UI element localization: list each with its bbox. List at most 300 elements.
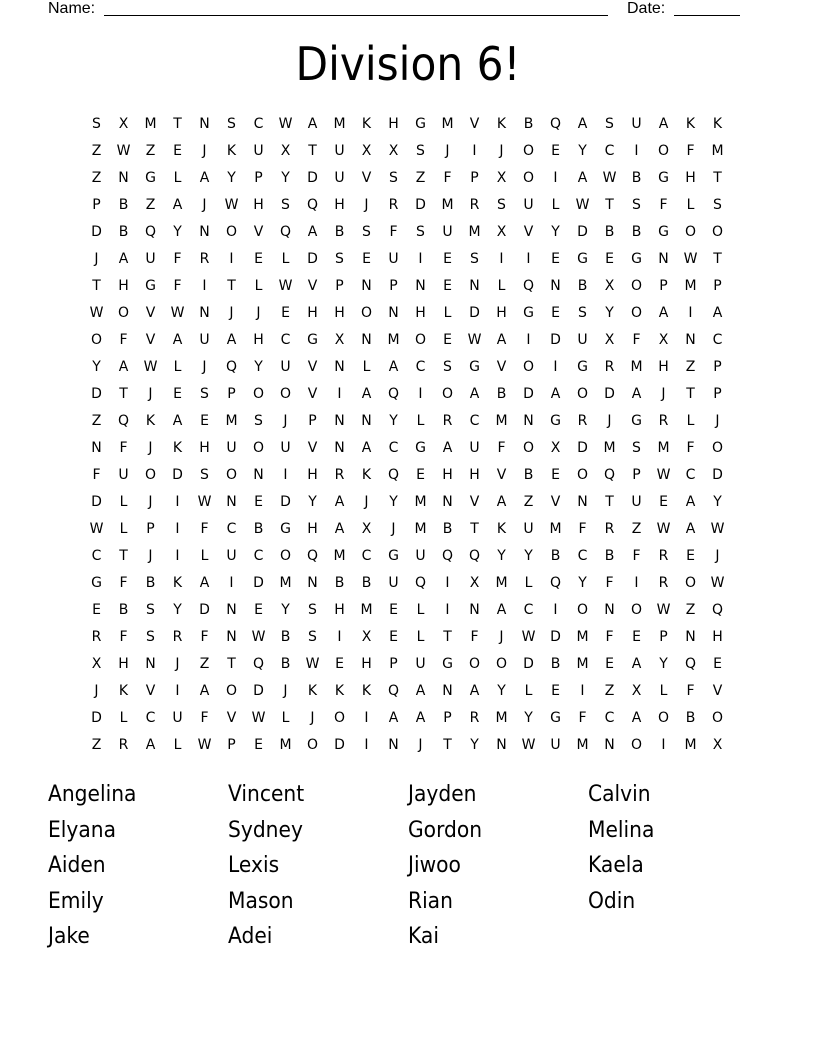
grid-letter: U [172, 710, 183, 726]
grid-letter: G [550, 413, 561, 429]
grid-letter: R [469, 710, 480, 726]
grid-letter: M [333, 548, 346, 564]
grid-letter: H [118, 278, 129, 294]
grid-letter: E [254, 251, 263, 267]
grid-letter: Y [227, 170, 236, 186]
grid-row [83, 599, 731, 626]
grid-letter: A [199, 575, 210, 591]
grid-letter: B [577, 278, 588, 294]
grid-letter: Y [659, 656, 668, 672]
word-list [48, 780, 768, 958]
grid-letter: B [118, 602, 129, 618]
grid-letter: N [550, 278, 561, 294]
grid-letter: Y [254, 359, 263, 375]
grid-letter: P [308, 413, 317, 429]
word-list-item: Aiden [48, 853, 106, 878]
grid-letter: C [712, 332, 723, 348]
grid-letter: R [469, 197, 480, 213]
grid-letter: V [145, 683, 156, 699]
grid-letter: T [470, 521, 479, 537]
grid-letter: W [656, 521, 671, 537]
grid-letter: J [202, 359, 207, 375]
grid-letter: U [523, 197, 534, 213]
grid-letter: A [442, 440, 453, 456]
grid-letter: N [388, 737, 399, 753]
grid-letter: A [415, 683, 426, 699]
grid-letter: V [145, 332, 156, 348]
grid-letter: C [469, 413, 480, 429]
grid-letter: R [442, 413, 453, 429]
grid-letter: I [661, 737, 666, 753]
grid-letter: G [307, 332, 318, 348]
grid-letter: G [577, 251, 588, 267]
grid-letter: H [199, 440, 210, 456]
grid-letter: K [496, 116, 507, 132]
grid-row [83, 410, 731, 437]
grid-letter: U [253, 143, 264, 159]
grid-letter: V [145, 305, 156, 321]
grid-letter: V [253, 224, 264, 240]
grid-letter: Q [387, 683, 400, 699]
grid-letter: E [443, 278, 452, 294]
grid-letter: K [496, 521, 507, 537]
grid-letter: B [253, 521, 264, 537]
grid-letter: B [334, 224, 345, 240]
grid-letter: U [415, 656, 426, 672]
grid-letter: U [388, 575, 399, 591]
grid-letter: Q [549, 116, 562, 132]
grid-letter: R [658, 575, 669, 591]
grid-letter: K [361, 467, 372, 483]
grid-letter: R [658, 413, 669, 429]
grid-letter: O [306, 737, 319, 753]
grid-letter: Y [713, 494, 722, 510]
grid-letter: A [388, 710, 399, 726]
grid-letter: M [360, 602, 373, 618]
grid-letter: I [634, 575, 639, 591]
grid-letter: R [658, 548, 669, 564]
grid-letter: Y [524, 710, 533, 726]
grid-letter: I [418, 251, 423, 267]
grid-row [83, 140, 731, 167]
grid-letter: F [200, 521, 209, 537]
grid-letter: O [711, 710, 724, 726]
grid-letter: Z [604, 683, 615, 699]
grid-letter: A [469, 386, 480, 402]
grid-letter: O [522, 440, 535, 456]
grid-letter: N [469, 278, 480, 294]
grid-letter: A [469, 683, 480, 699]
grid-letter: D [712, 467, 723, 483]
grid-letter: D [523, 656, 534, 672]
grid-letter: X [388, 143, 399, 159]
grid-letter: P [659, 278, 668, 294]
grid-letter: O [117, 305, 130, 321]
grid-row [83, 464, 731, 491]
grid-letter: E [92, 602, 101, 618]
grid-letter: F [119, 575, 128, 591]
grid-letter: A [577, 116, 588, 132]
grid-letter: M [630, 359, 643, 375]
grid-row [83, 383, 731, 410]
grid-letter: L [524, 575, 533, 591]
grid-letter: W [143, 359, 158, 375]
grid-letter: O [684, 575, 697, 591]
grid-letter: F [632, 332, 641, 348]
grid-letter: L [119, 494, 128, 510]
grid-letter: C [280, 332, 291, 348]
grid-letter: B [550, 656, 561, 672]
grid-letter: T [119, 386, 128, 402]
grid-letter: G [577, 359, 588, 375]
grid-letter: N [361, 278, 372, 294]
grid-row [83, 491, 731, 518]
grid-letter: Y [524, 548, 533, 564]
grid-letter: N [604, 602, 615, 618]
grid-letter: B [523, 116, 534, 132]
grid-letter: O [414, 332, 427, 348]
grid-letter: Z [91, 737, 102, 753]
grid-letter: U [280, 440, 291, 456]
grid-letter: N [226, 602, 237, 618]
word-list-item: Jiwoo [408, 853, 461, 878]
grid-letter: X [604, 332, 615, 348]
grid-letter: F [119, 440, 128, 456]
grid-letter: H [469, 467, 480, 483]
grid-letter: J [202, 143, 207, 159]
grid-letter: W [197, 494, 212, 510]
grid-letter: Q [522, 278, 535, 294]
grid-letter: M [441, 197, 454, 213]
grid-letter: B [118, 224, 129, 240]
grid-row [83, 680, 731, 707]
name-blank-line [104, 15, 608, 16]
grid-letter: H [658, 359, 669, 375]
grid-letter: G [145, 278, 156, 294]
grid-letter: K [361, 116, 372, 132]
grid-letter: C [604, 710, 615, 726]
grid-letter: S [308, 602, 317, 618]
grid-letter: O [630, 278, 643, 294]
grid-letter: Y [578, 575, 587, 591]
grid-letter: M [441, 116, 454, 132]
grid-letter: V [307, 386, 318, 402]
grid-letter: Z [145, 197, 156, 213]
grid-row [83, 545, 731, 572]
grid-letter: J [391, 521, 396, 537]
word-list-item: Calvin [588, 782, 651, 807]
grid-letter: Q [279, 224, 292, 240]
grid-letter: S [497, 197, 506, 213]
grid-letter: F [200, 710, 209, 726]
grid-letter: L [281, 710, 290, 726]
grid-letter: G [523, 305, 534, 321]
grid-letter: V [307, 440, 318, 456]
grid-letter: Q [387, 467, 400, 483]
grid-letter: D [415, 197, 426, 213]
grid-letter: X [496, 224, 507, 240]
grid-letter: U [577, 332, 588, 348]
grid-letter: A [631, 386, 642, 402]
grid-letter: U [199, 332, 210, 348]
grid-letter: N [199, 224, 210, 240]
grid-letter: E [200, 413, 209, 429]
grid-letter: O [522, 359, 535, 375]
word-list-item: Jayden [408, 782, 477, 807]
grid-letter: A [307, 116, 318, 132]
grid-letter: J [364, 197, 369, 213]
grid-letter: G [145, 170, 156, 186]
grid-letter: S [146, 602, 155, 618]
grid-letter: N [253, 467, 264, 483]
grid-letter: M [684, 278, 697, 294]
grid-letter: X [550, 440, 561, 456]
grid-letter: B [280, 629, 291, 645]
grid-letter: J [715, 548, 720, 564]
grid-letter: N [145, 656, 156, 672]
grid-letter: S [308, 629, 317, 645]
grid-letter: X [361, 521, 372, 537]
grid-letter: U [469, 440, 480, 456]
grid-letter: Y [605, 305, 614, 321]
grid-letter: J [661, 386, 666, 402]
grid-letter: N [658, 251, 669, 267]
grid-letter: J [256, 305, 261, 321]
grid-letter: G [415, 116, 426, 132]
grid-letter: H [442, 467, 453, 483]
grid-letter: J [715, 413, 720, 429]
grid-letter: E [173, 143, 182, 159]
grid-row [83, 437, 731, 464]
grid-letter: Q [441, 548, 454, 564]
grid-letter: N [415, 278, 426, 294]
grid-letter: S [254, 413, 263, 429]
grid-letter: Q [306, 197, 319, 213]
grid-letter: X [361, 629, 372, 645]
grid-letter: G [550, 710, 561, 726]
grid-letter: S [713, 197, 722, 213]
grid-letter: D [199, 602, 210, 618]
grid-row [83, 707, 731, 734]
grid-letter: C [91, 548, 102, 564]
grid-letter: W [89, 521, 104, 537]
grid-letter: K [334, 683, 345, 699]
grid-letter: R [118, 737, 129, 753]
grid-letter: F [686, 440, 695, 456]
grid-letter: R [577, 413, 588, 429]
grid-letter: I [175, 521, 180, 537]
grid-letter: F [578, 710, 587, 726]
grid-letter: U [226, 440, 237, 456]
grid-letter: F [605, 629, 614, 645]
grid-letter: I [445, 575, 450, 591]
grid-letter: L [362, 359, 371, 375]
grid-letter: P [470, 170, 479, 186]
grid-letter: A [496, 602, 507, 618]
grid-letter: F [173, 251, 182, 267]
grid-letter: I [580, 683, 585, 699]
grid-letter: G [631, 251, 642, 267]
grid-letter: P [389, 656, 398, 672]
grid-letter: S [200, 467, 209, 483]
grid-letter: A [658, 305, 669, 321]
grid-letter: W [251, 629, 266, 645]
grid-letter: P [335, 278, 344, 294]
grid-letter: O [657, 710, 670, 726]
grid-letter: L [443, 305, 452, 321]
grid-letter: X [712, 737, 723, 753]
grid-letter: Q [387, 386, 400, 402]
grid-letter: M [387, 332, 400, 348]
grid-letter: Y [308, 494, 317, 510]
grid-letter: Y [389, 413, 398, 429]
grid-letter: S [605, 116, 614, 132]
grid-letter: E [362, 251, 371, 267]
grid-letter: I [472, 143, 477, 159]
grid-letter: D [172, 467, 183, 483]
grid-letter: Q [603, 467, 616, 483]
word-list-item: Lexis [228, 853, 280, 878]
grid-letter: O [576, 386, 589, 402]
grid-letter: L [281, 251, 290, 267]
grid-row [83, 356, 731, 383]
grid-letter: M [495, 710, 508, 726]
grid-letter: E [443, 332, 452, 348]
grid-letter: P [713, 386, 722, 402]
grid-letter: L [173, 359, 182, 375]
grid-letter: F [119, 332, 128, 348]
grid-letter: X [469, 575, 480, 591]
grid-letter: M [414, 521, 427, 537]
grid-letter: I [553, 359, 558, 375]
grid-letter: P [254, 170, 263, 186]
grid-letter: P [713, 278, 722, 294]
grid-letter: A [172, 413, 183, 429]
grid-letter: C [604, 143, 615, 159]
grid-letter: C [253, 548, 264, 564]
grid-letter: B [550, 548, 561, 564]
grid-letter: S [335, 251, 344, 267]
grid-letter: L [686, 413, 695, 429]
grid-letter: X [334, 332, 345, 348]
grid-letter: J [175, 656, 180, 672]
grid-row [83, 653, 731, 680]
grid-letter: W [467, 332, 482, 348]
grid-letter: A [226, 332, 237, 348]
grid-letter: F [443, 170, 452, 186]
grid-letter: A [388, 359, 399, 375]
grid-letter: M [657, 440, 670, 456]
grid-letter: Z [199, 656, 210, 672]
grid-letter: G [631, 413, 642, 429]
grid-letter: I [526, 251, 531, 267]
grid-letter: E [389, 629, 398, 645]
grid-letter: O [522, 170, 535, 186]
grid-letter: M [549, 521, 562, 537]
grid-letter: G [388, 548, 399, 564]
grid-letter: P [92, 197, 101, 213]
grid-letter: Y [551, 224, 560, 240]
grid-letter: T [173, 116, 182, 132]
grid-letter: U [118, 467, 129, 483]
grid-letter: G [91, 575, 102, 591]
grid-letter: U [145, 251, 156, 267]
grid-letter: V [307, 278, 318, 294]
grid-letter: M [225, 413, 238, 429]
grid-letter: Z [523, 494, 534, 510]
grid-letter: W [251, 710, 266, 726]
grid-letter: X [118, 116, 129, 132]
grid-letter: U [550, 737, 561, 753]
word-list-item: Sydney [228, 817, 303, 843]
grid-letter: C [523, 602, 534, 618]
grid-letter: T [92, 278, 101, 294]
grid-letter: S [416, 224, 425, 240]
grid-row [83, 518, 731, 545]
grid-letter: O [711, 440, 724, 456]
grid-letter: B [685, 710, 696, 726]
grid-letter: E [281, 305, 290, 321]
grid-letter: F [173, 278, 182, 294]
grid-letter: Z [91, 170, 102, 186]
grid-row [83, 167, 731, 194]
grid-letter: F [605, 575, 614, 591]
grid-letter: Z [631, 521, 642, 537]
grid-letter: N [496, 737, 507, 753]
grid-letter: T [227, 656, 236, 672]
grid-letter: E [632, 629, 641, 645]
grid-letter: H [307, 305, 318, 321]
grid-letter: W [521, 737, 536, 753]
grid-letter: Q [144, 224, 157, 240]
grid-letter: F [686, 143, 695, 159]
grid-letter: I [364, 710, 369, 726]
grid-letter: Y [173, 224, 182, 240]
grid-letter: W [521, 629, 536, 645]
word-search-grid [83, 113, 731, 761]
grid-letter: M [495, 575, 508, 591]
word-list-item: Angelina [48, 782, 137, 807]
grid-letter: S [146, 629, 155, 645]
grid-letter: Y [389, 494, 398, 510]
grid-letter: Q [414, 575, 427, 591]
grid-letter: C [226, 521, 237, 537]
grid-letter: B [334, 575, 345, 591]
grid-letter: O [279, 548, 292, 564]
grid-letter: W [602, 170, 617, 186]
grid-letter: T [443, 737, 452, 753]
grid-letter: H [334, 197, 345, 213]
grid-letter: B [496, 386, 507, 402]
grid-letter: L [173, 737, 182, 753]
grid-letter: I [364, 737, 369, 753]
grid-letter: U [226, 548, 237, 564]
grid-letter: D [550, 332, 561, 348]
grid-letter: E [416, 467, 425, 483]
grid-letter: I [445, 602, 450, 618]
grid-letter: A [496, 494, 507, 510]
grid-letter: U [388, 251, 399, 267]
grid-letter: H [253, 332, 264, 348]
grid-letter: E [254, 602, 263, 618]
grid-letter: O [225, 467, 238, 483]
grid-letter: T [713, 170, 722, 186]
grid-letter: J [499, 143, 504, 159]
grid-letter: E [335, 656, 344, 672]
grid-letter: W [278, 116, 293, 132]
grid-letter: H [334, 305, 345, 321]
grid-letter: E [686, 548, 695, 564]
